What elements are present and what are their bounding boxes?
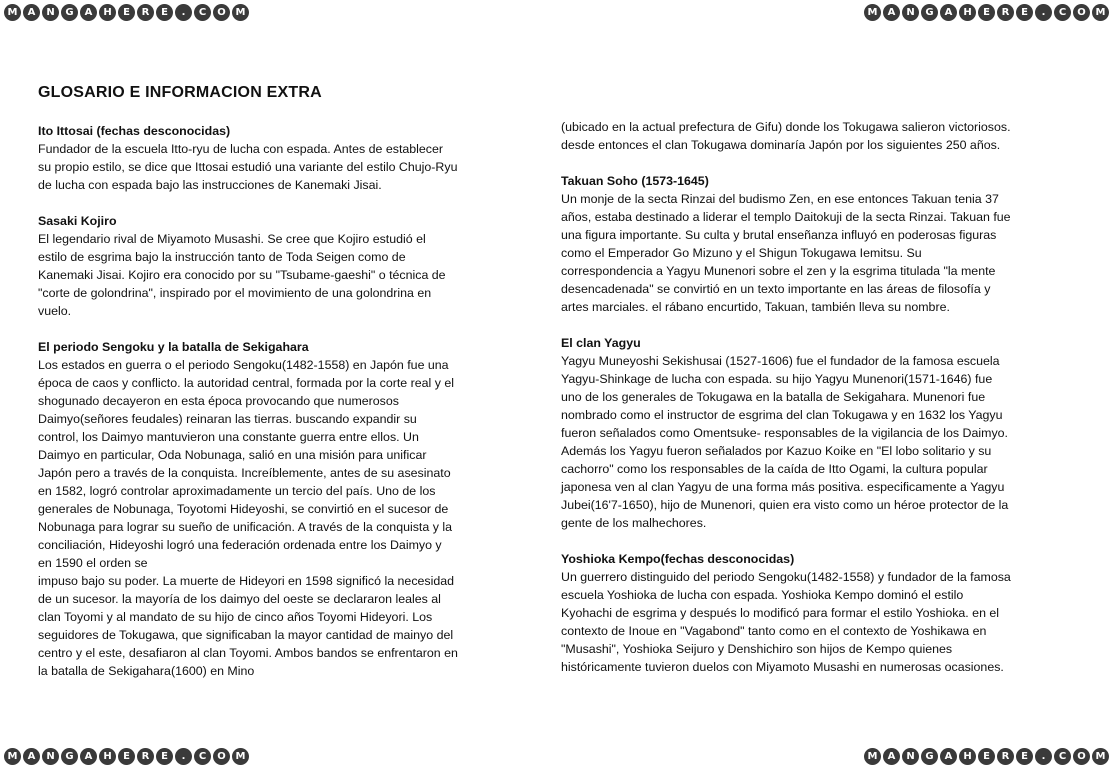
- right-column: [561, 118, 1013, 694]
- watermark-letter: R: [997, 748, 1014, 765]
- watermark-letter: N: [42, 4, 59, 21]
- watermark-top-left: [4, 4, 249, 21]
- entry-text: El legendario rival de Miyamoto Musashi. Se cree que Kojiro estudió el estilo de esgrima bajo la instrucción tanto de Toda Seigen como de Kanemaki Jisai. Kojiro era conocido por su "Tsubame-gaeshi" o técnica de "corte de golondrina", inspirado por el movimiento de una golondrina en vuelo.: [38, 232, 446, 318]
- watermark-letter: .: [175, 4, 192, 21]
- watermark-letter: E: [156, 4, 173, 21]
- watermark-letter: A: [940, 748, 957, 765]
- watermark-letter: C: [194, 4, 211, 21]
- watermark-letter: A: [80, 4, 97, 21]
- watermark-letter: A: [80, 748, 97, 765]
- watermark-bottom-left: [4, 748, 249, 765]
- watermark-letter: .: [1035, 4, 1052, 21]
- watermark-letter: M: [1092, 4, 1109, 21]
- entry-text: Fundador de la escuela Itto-ryu de lucha con espada. Antes de establecer su propio estilo, se dice que Ittosai estudió una variante del estilo Chujo-Ryu de lucha con espada bajo las instrucciones de Kanemaki Jisai.: [38, 142, 458, 192]
- page-title: GLOSARIO E INFORMACION EXTRA: [38, 84, 322, 101]
- watermark-letter: C: [1054, 748, 1071, 765]
- watermark-letter: G: [921, 4, 938, 21]
- entry-heading: El clan Yagyu: [561, 336, 641, 350]
- watermark-letter: R: [137, 4, 154, 21]
- glossary-entry-clan-yagyu: [561, 334, 1013, 532]
- glossary-entry-takuan-soho: [561, 172, 1013, 316]
- watermark-letter: C: [194, 748, 211, 765]
- watermark-letter: E: [978, 4, 995, 21]
- watermark-letter: E: [118, 4, 135, 21]
- watermark-letter: R: [997, 4, 1014, 21]
- watermark-letter: E: [1016, 748, 1033, 765]
- entry-text: Un guerrero distinguido del periodo Sengoku(1482-1558) y fundador de la famosa escuela Yoshioka de lucha con espada. Yoshioka Kempo dominó el estilo Kyohachi de esgrima y después lo modificó para formar el estilo Yoshioka. en el contexto de Inoue en "Vagabond" tanto como en el contexto de Yoshikawa en "Musashi", Yoshioka Seijuro y Denshichiro son hijos de Kempo quienes históricamente tuvieron duelos con Miyamoto Musashi en numerosas ocasiones.: [561, 570, 1011, 674]
- entry-text: Un monje de la secta Rinzai del budismo Zen, en ese entonces Takuan tenia 37 años, estaba destinado a liderar el templo Daitokuji de la secta Rinzai. Takuan fue una figura importante. Su culta y brutal enseñanza influyó en poderosas figuras como el Emperador Go Mizuno y el Shigun Tokugawa Iemitsu. Su correspondencia a Yagyu Munenori sobre el zen y la esgrima titulada "la mente desencadenada" se convirtió en un texto importante en las áreas de filosofía y artes marciales. el rábano encurtido, Takuan, también lleva su nombre.: [561, 192, 1011, 314]
- watermark-letter: H: [959, 4, 976, 21]
- watermark-letter: .: [175, 748, 192, 765]
- watermark-letter: N: [902, 4, 919, 21]
- watermark-letter: G: [61, 748, 78, 765]
- watermark-letter: A: [940, 4, 957, 21]
- watermark-letter: E: [978, 748, 995, 765]
- glossary-entry-sasaki-kojiro: [38, 212, 458, 320]
- glossary-entry-continuation: [561, 118, 1013, 154]
- watermark-letter: O: [213, 748, 230, 765]
- watermark-letter: H: [959, 748, 976, 765]
- watermark-letter: M: [864, 748, 881, 765]
- watermark-letter: M: [232, 4, 249, 21]
- watermark-letter: M: [4, 748, 21, 765]
- watermark-letter: E: [118, 748, 135, 765]
- watermark-letter: A: [23, 4, 40, 21]
- watermark-letter: H: [99, 748, 116, 765]
- watermark-letter: M: [1092, 748, 1109, 765]
- entry-heading: Takuan Soho (1573-1645): [561, 174, 709, 188]
- watermark-letter: N: [902, 748, 919, 765]
- watermark-letter: E: [1016, 4, 1033, 21]
- watermark-top-right: [864, 4, 1109, 21]
- watermark-letter: H: [99, 4, 116, 21]
- entry-text: Yagyu Muneyoshi Sekishusai (1527-1606) fue el fundador de la famosa escuela Yagyu-Shinkage de lucha con espada. su hijo Yagyu Munenori(1571-1646) fue uno de los generales de Tokugawa en la batalla de Sekigahara. Munenori fue nombrado como el instructor de esgrima del clan Tokugawa y en 1632 los Yagyu fueron señalados como Omentsuke- responsables de la vigilancia de los Daimyo. Además los Yagyu fueron señalados por Kazuo Koike en "El lobo solitario y su cachorro" como los responsables de la caída de Itto Ogami, la cultura popular japonesa ven al clan Yagyu de una forma más positiva. especificamente a Yagyu Jubei(16'7-1650), hijo de Munenori, quien era visto como un héroe protector de la gente de los malhechores.: [561, 354, 1009, 530]
- entry-heading: El periodo Sengoku y la batalla de Sekigahara: [38, 340, 309, 354]
- glossary-entry-ito-ittosai: [38, 122, 458, 194]
- watermark-letter: G: [921, 748, 938, 765]
- watermark-letter: A: [883, 748, 900, 765]
- watermark-letter: M: [4, 4, 21, 21]
- watermark-letter: .: [1035, 748, 1052, 765]
- left-column: [38, 122, 458, 698]
- watermark-letter: M: [864, 4, 881, 21]
- watermark-letter: E: [156, 748, 173, 765]
- watermark-letter: A: [883, 4, 900, 21]
- watermark-letter: O: [1073, 4, 1090, 21]
- watermark-letter: N: [42, 748, 59, 765]
- watermark-bottom-right: [864, 748, 1109, 765]
- watermark-letter: R: [137, 748, 154, 765]
- entry-heading: Yoshioka Kempo(fechas desconocidas): [561, 552, 795, 566]
- entry-heading: Sasaki Kojiro: [38, 214, 117, 228]
- glossary-entry-yoshioka-kempo: [561, 550, 1013, 676]
- watermark-letter: A: [23, 748, 40, 765]
- entry-text: (ubicado en la actual prefectura de Gifu) donde los Tokugawa salieron victoriosos. desde entonces el clan Tokugawa dominaría Japón por los siguientes 250 años.: [561, 120, 1011, 152]
- watermark-letter: C: [1054, 4, 1071, 21]
- watermark-letter: O: [213, 4, 230, 21]
- entry-heading: Ito Ittosai (fechas desconocidas): [38, 124, 231, 138]
- entry-text-continued: impuso bajo su poder. La muerte de Hideyori en 1598 significó la necesidad de un sucesor. la mayoría de los daimyo del oeste se declararon leales al clan Toyomi y al mandato de su hijo de cinco años Toyomi Hideyori. Los seguidores de Tokugawa, que significaban la mayor cantidad de mainyo del centro y el este, desafiaron al clan Toyomi. Ambos bandos se enfrentaron en la batalla de Sekigahara(1600) en Mino: [38, 574, 458, 678]
- watermark-letter: O: [1073, 748, 1090, 765]
- watermark-letter: G: [61, 4, 78, 21]
- watermark-letter: M: [232, 748, 249, 765]
- glossary-entry-sengoku-sekigahara: [38, 338, 458, 680]
- entry-text: Los estados en guerra o el periodo Sengoku(1482-1558) en Japón fue una época de caos y conflicto. la autoridad central, formada por la corte real y el shogunado decayeron en esta época provocando que numerosos Daimyo(señores feudales) reinaran las tierras. buscando expandir su control, los Daimyo mantuvieron una constante guerra entre ellos. Un Daimyo en particular, Oda Nobunaga, salió en una misión para unificar Japón pero a través de la conquista. Increíblemente, antes de su asesinato en 1582, logró controlar aproximadamente un tercio del país. Uno de los generales de Nobunaga, Toyotomi Hideyoshi, se convirtió en el sucesor de Nobunaga para lograr su sueño de unificación. A través de la conquista y la conciliación, Hideyoshi logró una federación ordenada entre los Daimyo y en 1590 el orden se: [38, 358, 454, 570]
